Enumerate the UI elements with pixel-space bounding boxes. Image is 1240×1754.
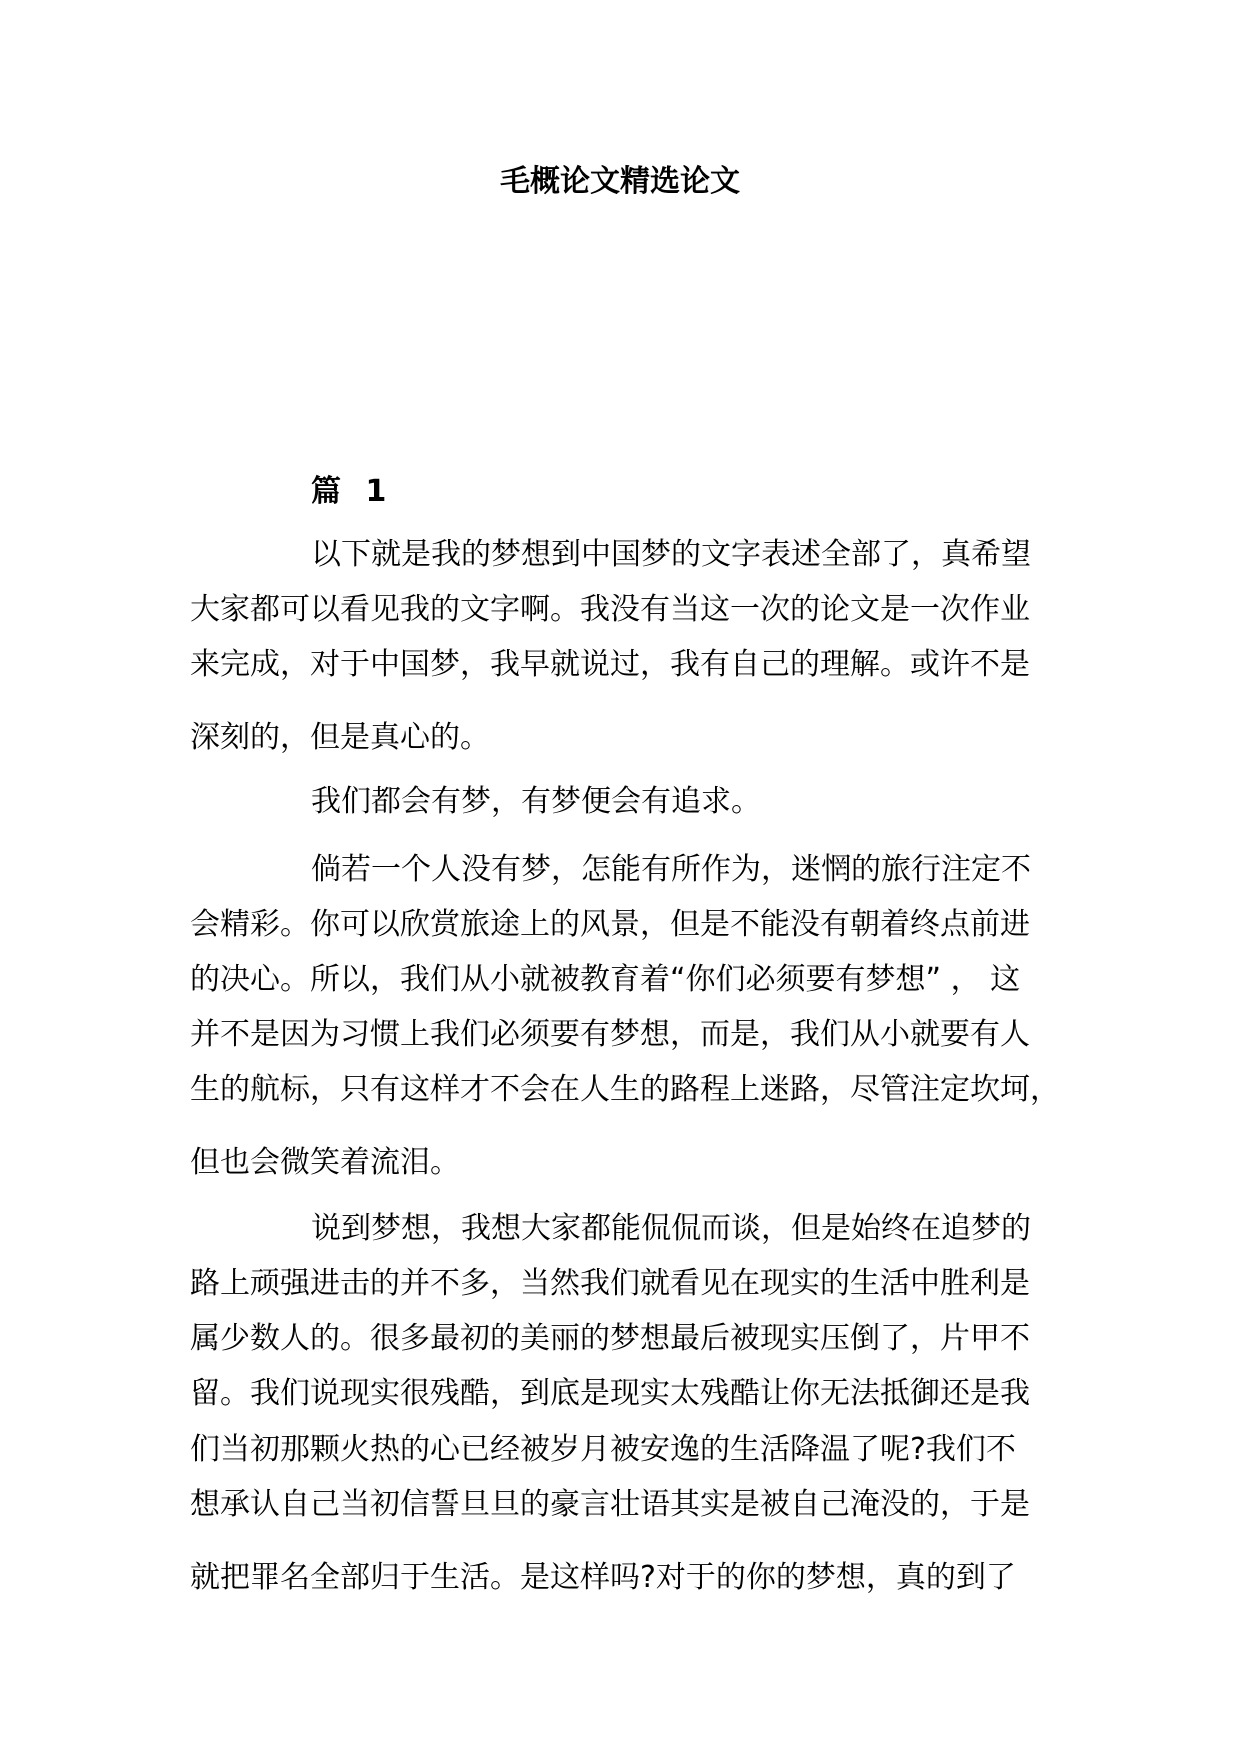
body-line: 留。我们说现实很残酷，到底是现实太残酷让你无法抵御还是我 <box>190 1376 1030 1411</box>
body-line: 说到梦想，我想大家都能侃侃而谈，但是始终在追梦的 <box>311 1211 1031 1246</box>
body-line: 就把罪名全部归于生活。是这样吗?对于的你的梦想，真的到了 <box>190 1560 1016 1595</box>
body-line: 倘若一个人没有梦，怎能有所作为，迷惘的旅行注定不 <box>311 852 1031 887</box>
body-line: 路上顽强进击的并不多，当然我们就看见在现实的生活中胜利是 <box>190 1266 1030 1301</box>
body-line: 大家都可以看见我的文字啊。我没有当这一次的论文是一次作业 <box>190 592 1030 627</box>
body-line: 以下就是我的梦想到中国梦的文字表述全部了，真希望 <box>311 537 1031 572</box>
body-line: 我们都会有梦，有梦便会有追求。 <box>311 784 761 819</box>
body-line: 属少数人的。很多最初的美丽的梦想最后被现实压倒了，片甲不 <box>190 1321 1030 1356</box>
body-line: 但也会微笑着流泪。 <box>190 1145 460 1180</box>
document-title: 毛概论文精选论文 <box>500 164 740 199</box>
body-line: 并不是因为习惯上我们必须要有梦想，而是，我们从小就要有人 <box>190 1017 1030 1052</box>
section-heading: 篇 1 <box>311 474 387 509</box>
body-line: 深刻的，但是真心的。 <box>190 720 490 755</box>
body-line: 生的航标，只有这样才不会在人生的路程上迷路，尽管注定坎坷， <box>190 1072 1060 1107</box>
body-line: 们当初那颗火热的心已经被岁月被安逸的生活降温了呢?我们不 <box>190 1432 1016 1467</box>
body-line: 来完成，对于中国梦，我早就说过，我有自己的理解。或许不是 <box>190 647 1030 682</box>
body-line: 的决心。所以，我们从小就被教育着“你们必须要有梦想” ， 这 <box>190 962 1021 997</box>
body-line: 想承认自己当初信誓旦旦的豪言壮语其实是被自己淹没的，于是 <box>190 1487 1030 1522</box>
body-line: 会精彩。你可以欣赏旅途上的风景，但是不能没有朝着终点前进 <box>190 907 1030 942</box>
